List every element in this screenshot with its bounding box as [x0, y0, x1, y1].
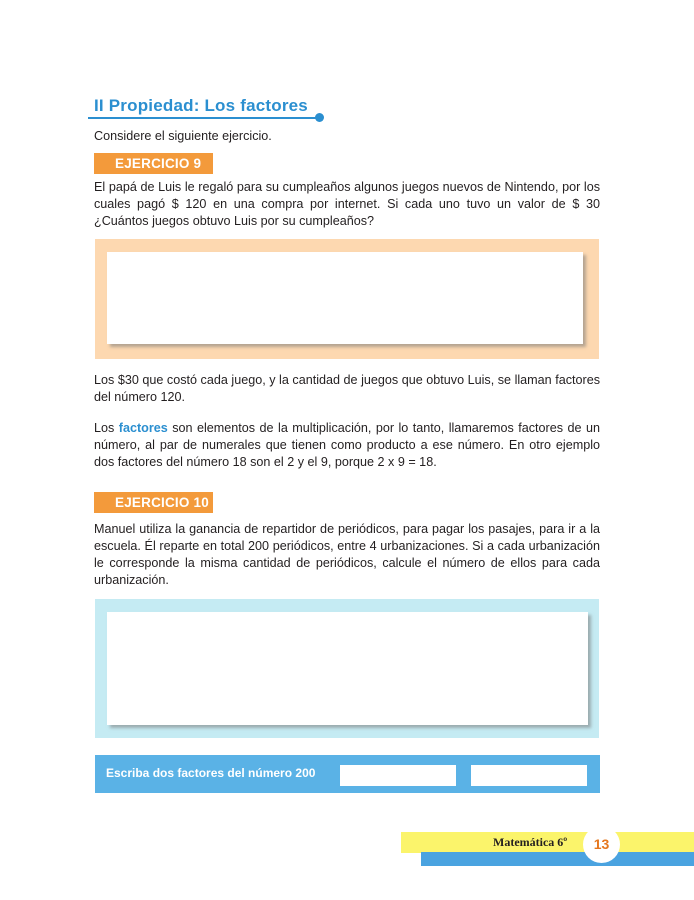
footer-subject: Matemática 6º — [493, 835, 568, 849]
explanation-p2-before: Los — [94, 421, 119, 435]
keyword-factores: factores — [118, 421, 168, 435]
exercise-9-text: El papá de Luis le regaló para su cumpleaños algunos juegos nuevos de Nintendo, por los cuales pagó $ 120 en una compra por internet. Si cada uno tuvo un valor de $ 30 ¿Cuántos juegos obtuvo Luis por su cumpleaños? — [94, 180, 600, 228]
factor-answer-1[interactable] — [340, 765, 456, 786]
exercise-10-answer-box[interactable] — [107, 612, 588, 725]
page-number: 13 — [593, 836, 610, 852]
intro-text: Considere el siguiente ejercicio. — [94, 129, 272, 143]
footer-blue-band — [421, 852, 694, 866]
exercise-10-text: Manuel utiliza la ganancia de repartidor de periódicos, para pagar los pasajes, para ir a la escuela. Él reparte en total 200 periódicos, entre 4 urbanizaciones. Si a cada urbanización le corresponde la misma cantidad de periódicos, calcule el número de ellos para cada urbanización. — [94, 522, 600, 587]
section-underline-dot — [315, 113, 324, 122]
section-underline — [88, 117, 320, 119]
exercise-9-badge: EJERCICIO 9 — [94, 153, 213, 174]
exercise-9-answer-frame — [95, 239, 599, 359]
exercise-10-badge: EJERCICIO 10 — [94, 492, 213, 513]
factors-prompt-bar — [95, 755, 600, 793]
explanation-paragraph-1: Los $30 que costó cada juego, y la cantidad de juegos que obtuvo Luis, se llaman factores del número 120. — [94, 373, 600, 404]
section-title: II Propiedad: Los factores — [94, 96, 308, 115]
factors-prompt-label: Escriba dos factores del número 200 — [106, 766, 316, 780]
explanation-paragraph-2 — [94, 420, 600, 471]
factor-answer-2[interactable] — [471, 765, 587, 786]
exercise-10-answer-frame — [95, 599, 599, 738]
explanation-p2-after: son elementos de la multiplicación, por lo tanto, llamaremos factores de un número, al par de numerales que tienen como producto a ese número. En otro ejemplo dos factores del número 18 son el 2 y el 9, porque 2 x 9 = 18. — [94, 421, 600, 469]
exercise-9-answer-box[interactable] — [107, 252, 583, 344]
